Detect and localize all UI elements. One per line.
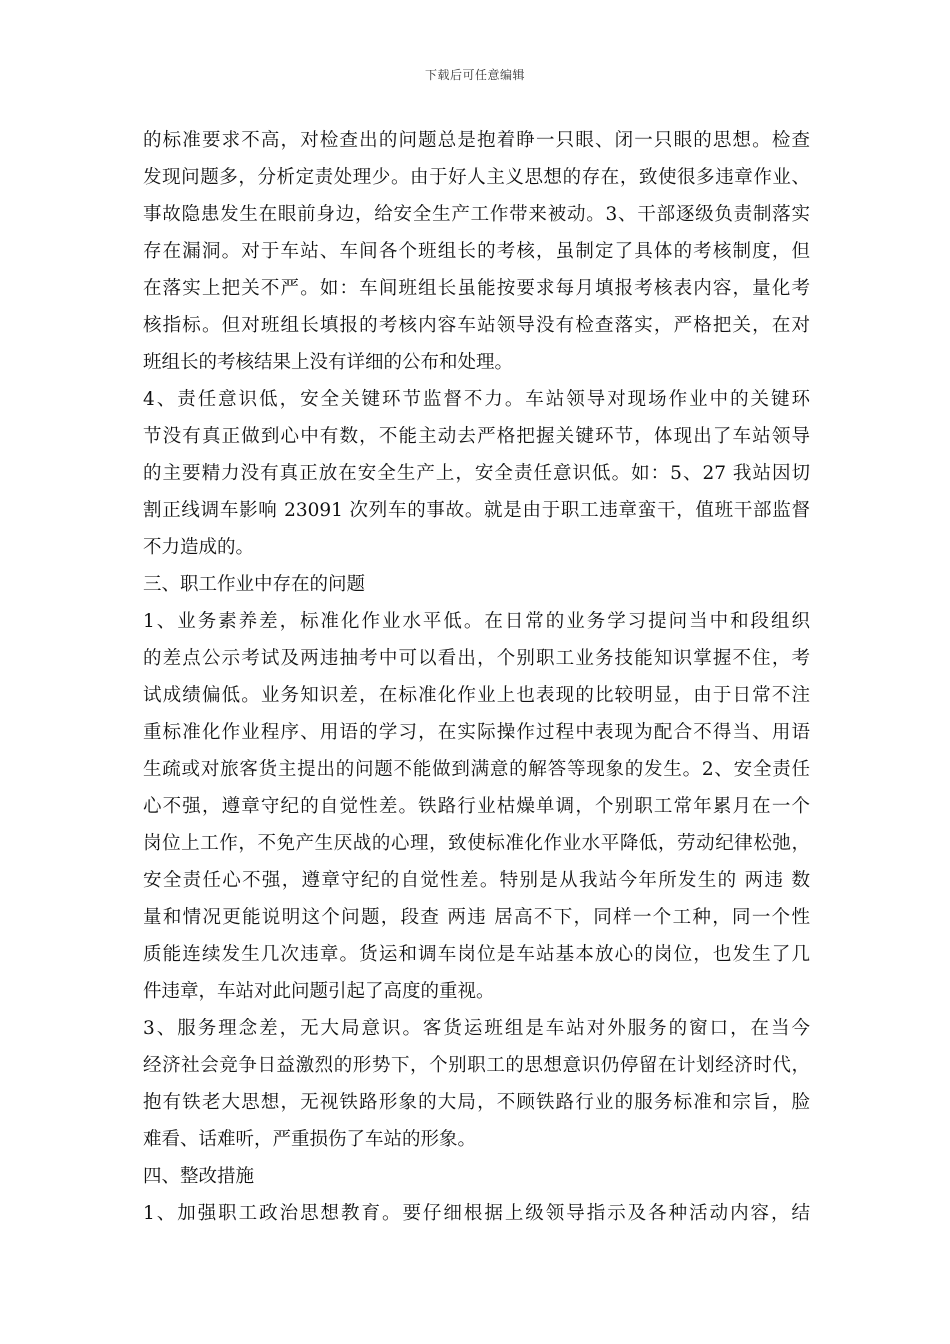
text-line: 3、服务理念差，无大局意识。客货运班组是车站对外服务的窗口，在当今 — [143, 1018, 810, 1039]
text-line: 的标准要求不高，对检查出的问题总是抱着睁一只眼、闭一只眼的思想。检查 — [143, 130, 810, 151]
text-line: 三、职工作业中存在的问题 — [143, 574, 366, 595]
text-line: 抱有铁老大思想，无视铁路形象的大局，不顾铁路行业的服务标准和宗旨，脸 — [143, 1092, 810, 1113]
text-line: 1、业务素养差，标准化作业水平低。在日常的业务学习提问当中和段组织 — [143, 611, 810, 632]
text-line: 事故隐患发生在眼前身边，给安全生产工作带来被动。3、干部逐级负责制落实 — [143, 204, 810, 225]
text-line: 安全责任心不强，遵章守纪的自觉性差。特别是从我站今年所发生的 两违 数 — [143, 870, 810, 891]
text-line: 重标准化作业程序、用语的学习，在实际操作过程中表现为配合不得当、用语 — [143, 722, 810, 743]
text-line: 件违章，车站对此问题引起了高度的重视。 — [143, 981, 495, 1002]
text-line: 量和情况更能说明这个问题，段查 两违 居高不下，同样一个工种，同一个性 — [143, 907, 810, 928]
text-line: 生疏或对旅客货主提出的问题不能做到满意的解答等现象的发生。2、安全责任 — [143, 759, 810, 780]
text-line: 经济社会竞争日益激烈的形势下，个别职工的思想意识仍停留在计划经济时代， — [143, 1055, 810, 1076]
page-header: 下载后可任意编辑 — [424, 68, 525, 82]
text-line: 质能连续发生几次违章。货运和调车岗位是车站基本放心的岗位，也发生了几 — [143, 944, 810, 965]
text-line: 在落实上把关不严。如：车间班组长虽能按要求每月填报考核表内容，量化考 — [143, 278, 810, 299]
text-line: 的主要精力没有真正放在安全生产上，安全责任意识低。如：5、27 我站因切 — [143, 463, 810, 484]
body-text — [143, 122, 810, 1232]
text-line: 四、整改措施 — [143, 1166, 255, 1187]
text-line: 节没有真正做到心中有数，不能主动去严格把握关键环节，体现出了车站领导 — [143, 426, 810, 447]
text-line: 存在漏洞。对于车站、车间各个班组长的考核，虽制定了具体的考核制度，但 — [143, 241, 810, 262]
text-line: 岗位上工作，不免产生厌战的心理，致使标准化作业水平降低，劳动纪律松弛， — [143, 833, 810, 854]
text-line: 心不强，遵章守纪的自觉性差。铁路行业枯燥单调，个别职工常年累月在一个 — [143, 796, 810, 817]
text-line: 4、责任意识低，安全关键环节监督不力。车站领导对现场作业中的关键环 — [143, 389, 810, 410]
text-line: 不力造成的。 — [143, 537, 255, 558]
text-line: 发现问题多，分析定责处理少。由于好人主义思想的存在，致使很多违章作业、 — [143, 167, 810, 188]
text-line: 班组长的考核结果上没有详细的公布和处理。 — [143, 352, 514, 373]
text-line: 难看、话难听，严重损伤了车站的形象。 — [143, 1129, 477, 1150]
text-line: 1、加强职工政治思想教育。要仔细根据上级领导指示及各种活动内容，结 — [143, 1203, 810, 1224]
text-line: 试成绩偏低。业务知识差，在标准化作业上也表现的比较明显，由于日常不注 — [143, 685, 810, 706]
text-line: 割正线调车影响 23091 次列车的事故。就是由于职工违章蛮干，值班干部监督 — [143, 500, 810, 521]
text-line: 核指标。但对班组长填报的考核内容车站领导没有检查落实，严格把关，在对 — [143, 315, 810, 336]
text-line: 的差点公示考试及两违抽考中可以看出，个别职工业务技能知识掌握不住，考 — [143, 648, 810, 669]
